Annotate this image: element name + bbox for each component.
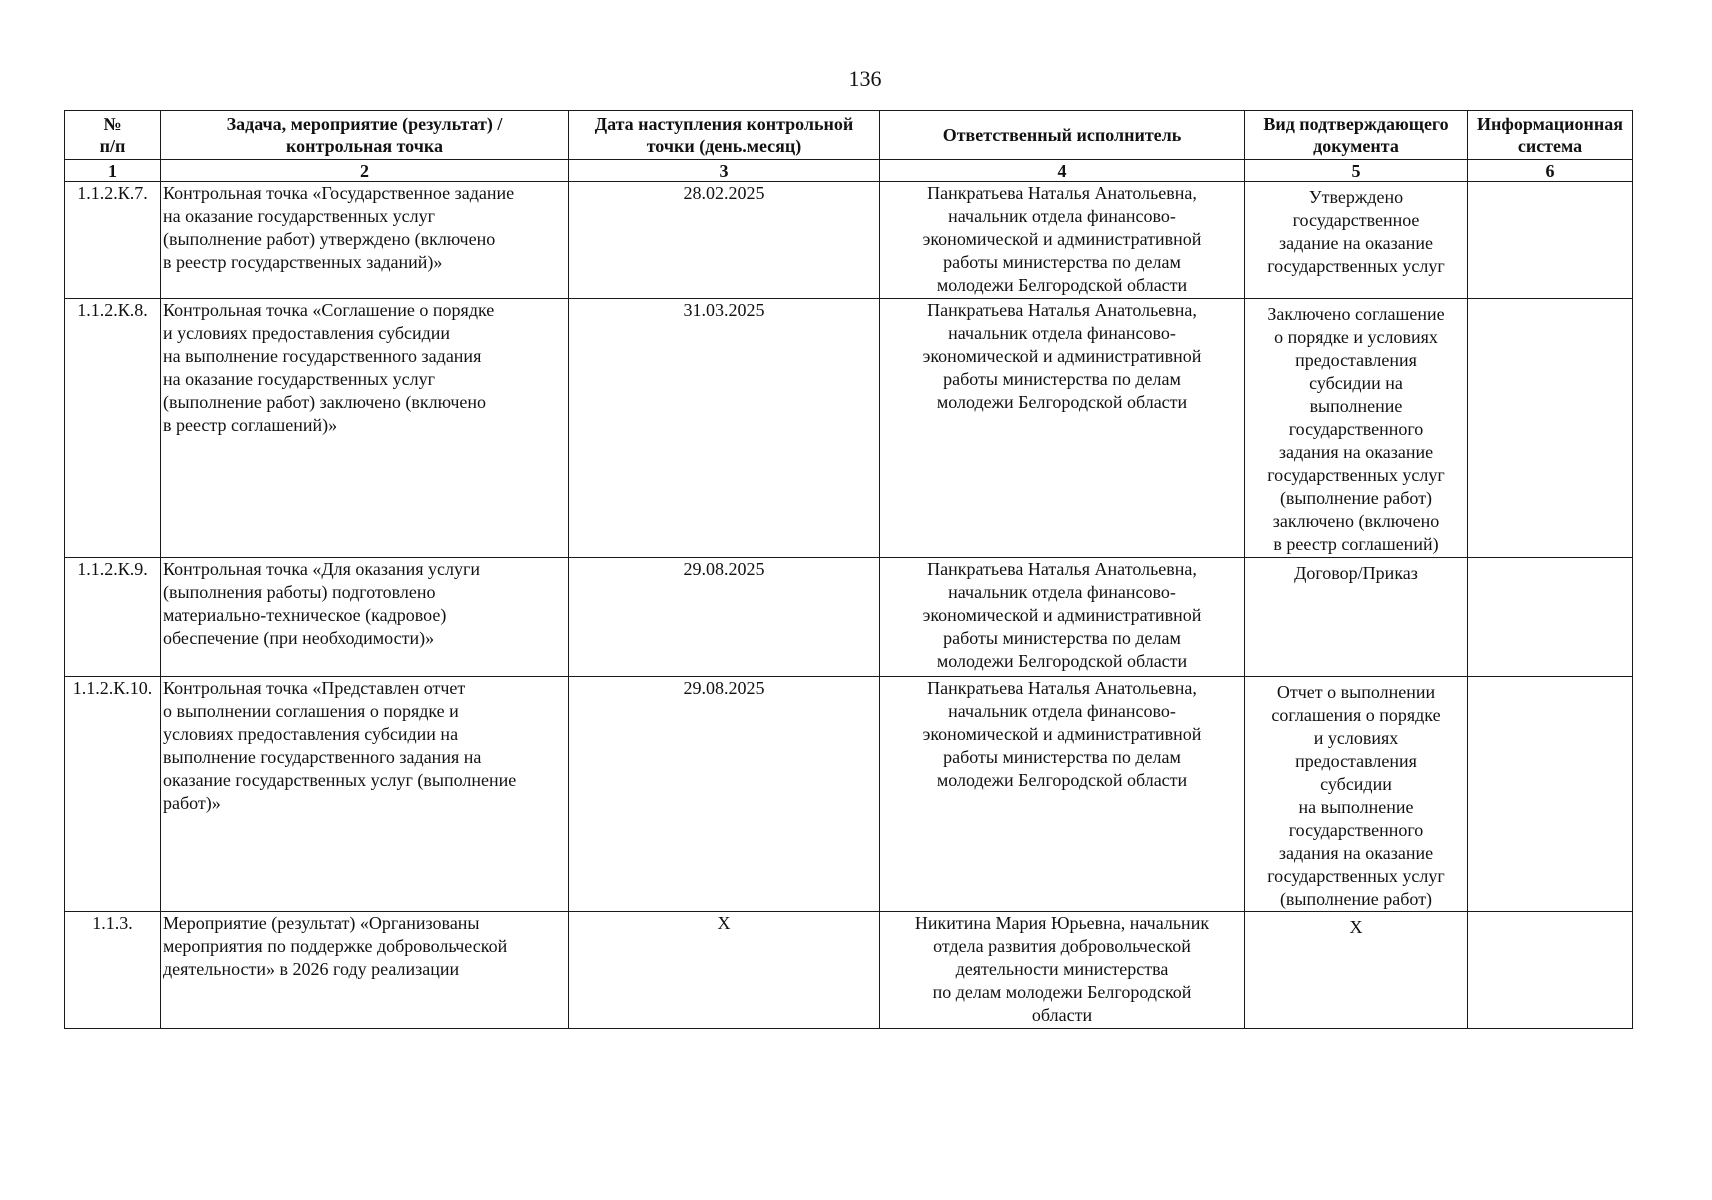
header-document: Вид подтверждающего документа [1245,111,1468,160]
row-document-cell [1245,299,1468,558]
row-document: Заключено соглашение о порядке и условиях предоставления субсидии на выполнение государственного задания на оказание государственных услуг (выполнение работ) заключено (включено в реестр соглашений) [1267,304,1445,554]
header-num: № п/п [65,111,161,160]
row-system [1468,677,1633,912]
row-number: 1.1.2.К.8. [65,299,161,558]
header-date: Дата наступления контрольной точки (день.месяц) [569,111,880,160]
row-task: Контрольная точка «Для оказания услуги (выполнения работы) подготовлено материально-техническое (кадровое) обеспечение (при необходимости)» [161,558,569,677]
column-number: 1 [65,160,161,182]
row-document: Отчет о выполнении соглашения о порядке и условиях предоставления субсидии на выполнение государственного задания на оказание государственных услуг (выполнение работ) [1267,682,1445,909]
row-responsible: Панкратьева Наталья Анатольевна, начальник отдела финансово- экономической и административной работы министерства по делам молодежи Белгородской области [880,558,1245,677]
table-row [65,299,1633,558]
column-number: 5 [1245,160,1468,182]
row-document-cell [1245,912,1468,1029]
header-system: Информационная система [1468,111,1633,160]
table-header-row [65,111,1633,160]
row-document: Утверждено государственное задание на оказание государственных услуг [1267,187,1445,276]
row-number: 1.1.2.К.7. [65,182,161,299]
column-number-row [65,160,1633,182]
row-responsible: Панкратьева Наталья Анатольевна, начальник отдела финансово- экономической и административной работы министерства по делам молодежи Белгородской области [880,299,1245,558]
row-responsible: Никитина Мария Юрьевна, начальник отдела развития добровольческой деятельности министерства по делам молодежи Белгородской области [880,912,1245,1029]
row-task: Мероприятие (результат) «Организованы мероприятия по поддержке добровольческой деятельности» в 2026 году реализации [161,912,569,1029]
row-system [1468,182,1633,299]
row-number: 1.1.2.К.10. [65,677,161,912]
row-date: 29.08.2025 [569,677,880,912]
row-number: 1.1.2.К.9. [65,558,161,677]
column-number: 2 [161,160,569,182]
row-date: 28.02.2025 [569,182,880,299]
row-date: 31.03.2025 [569,299,880,558]
row-system [1468,912,1633,1029]
row-system [1468,299,1633,558]
table-row [65,558,1633,677]
row-document: Договор/Приказ [1294,563,1418,583]
column-number: 3 [569,160,880,182]
row-number: 1.1.3. [65,912,161,1029]
header-task: Задача, мероприятие (результат) / контрольная точка [161,111,569,160]
row-task: Контрольная точка «Представлен отчет о выполнении соглашения о порядке и условиях предоставления субсидии на выполнение государственного задания на оказание государственных услуг (выполнение работ)» [161,677,569,912]
row-task: Контрольная точка «Соглашение о порядке и условиях предоставления субсидии на выполнение государственного задания на оказание государственных услуг (выполнение работ) заключено (включено в реестр соглашений)» [161,299,569,558]
header-responsible: Ответственный исполнитель [880,111,1245,160]
column-number: 6 [1468,160,1633,182]
row-document: Х [1349,917,1363,937]
row-document-cell [1245,182,1468,299]
row-document-cell [1245,558,1468,677]
row-document-cell [1245,677,1468,912]
row-responsible: Панкратьева Наталья Анатольевна, начальник отдела финансово- экономической и административной работы министерства по делам молодежи Белгородской области [880,182,1245,299]
table-row [65,912,1633,1029]
column-number: 4 [880,160,1245,182]
page-number: 136 [848,66,882,91]
table-row [65,182,1633,299]
control-points-table [64,110,1633,1029]
row-system [1468,558,1633,677]
row-date: Х [569,912,880,1029]
row-responsible: Панкратьева Наталья Анатольевна, начальник отдела финансово- экономической и административной работы министерства по делам молодежи Белгородской области [880,677,1245,912]
row-task: Контрольная точка «Государственное задание на оказание государственных услуг (выполнение работ) утверждено (включено в реестр государственных заданий)» [161,182,569,299]
row-date: 29.08.2025 [569,558,880,677]
table-row [65,677,1633,912]
